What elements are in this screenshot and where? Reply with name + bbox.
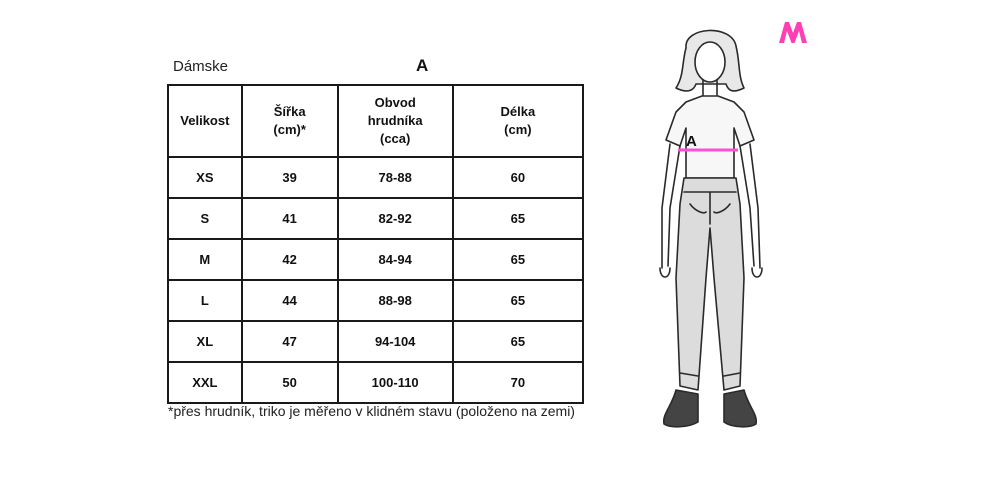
cell-chest: 94-104 bbox=[338, 321, 453, 362]
cell-size: XXL bbox=[168, 362, 242, 403]
header-length: Délka (cm) bbox=[453, 85, 583, 157]
cell-length: 60 bbox=[453, 157, 583, 198]
cell-chest: 78-88 bbox=[338, 157, 453, 198]
cell-chest: 100-110 bbox=[338, 362, 453, 403]
cell-chest: 82-92 bbox=[338, 198, 453, 239]
cell-size: S bbox=[168, 198, 242, 239]
table-row bbox=[168, 362, 583, 403]
measure-marker-label: A bbox=[416, 56, 429, 75]
header-chest: Obvod hrudníka (cca) bbox=[338, 85, 453, 157]
cell-chest: 88-98 bbox=[338, 280, 453, 321]
header-width: Šířka (cm)* bbox=[242, 85, 338, 157]
cell-size: XL bbox=[168, 321, 242, 362]
footnote: *přes hrudník, triko je měřeno v klidném stavu (položeno na zemi) bbox=[168, 403, 575, 419]
cell-width: 47 bbox=[242, 321, 338, 362]
table-header-row bbox=[168, 85, 583, 157]
cell-width: 41 bbox=[242, 198, 338, 239]
cell-size: M bbox=[168, 239, 242, 280]
header-size: Velikost bbox=[168, 85, 242, 157]
table-row bbox=[168, 239, 583, 280]
cell-length: 65 bbox=[453, 280, 583, 321]
figure-marker-a: A bbox=[686, 133, 697, 150]
cell-width: 42 bbox=[242, 239, 338, 280]
cell-size: XS bbox=[168, 157, 242, 198]
cell-length: 65 bbox=[453, 239, 583, 280]
table-row bbox=[168, 280, 583, 321]
cell-width: 44 bbox=[242, 280, 338, 321]
cell-length: 65 bbox=[453, 321, 583, 362]
woman-figure-illustration bbox=[640, 28, 780, 460]
cell-length: 70 bbox=[453, 362, 583, 403]
table-caption: Dámske bbox=[173, 58, 229, 75]
cell-chest: 84-94 bbox=[338, 239, 453, 280]
cell-width: 39 bbox=[242, 157, 338, 198]
size-table bbox=[167, 84, 584, 404]
table-row bbox=[168, 321, 583, 362]
cell-width: 50 bbox=[242, 362, 338, 403]
brand-m-logo-icon bbox=[778, 20, 808, 44]
table-row bbox=[168, 157, 583, 198]
cell-size: L bbox=[168, 280, 242, 321]
cell-length: 65 bbox=[453, 198, 583, 239]
table-row bbox=[168, 198, 583, 239]
